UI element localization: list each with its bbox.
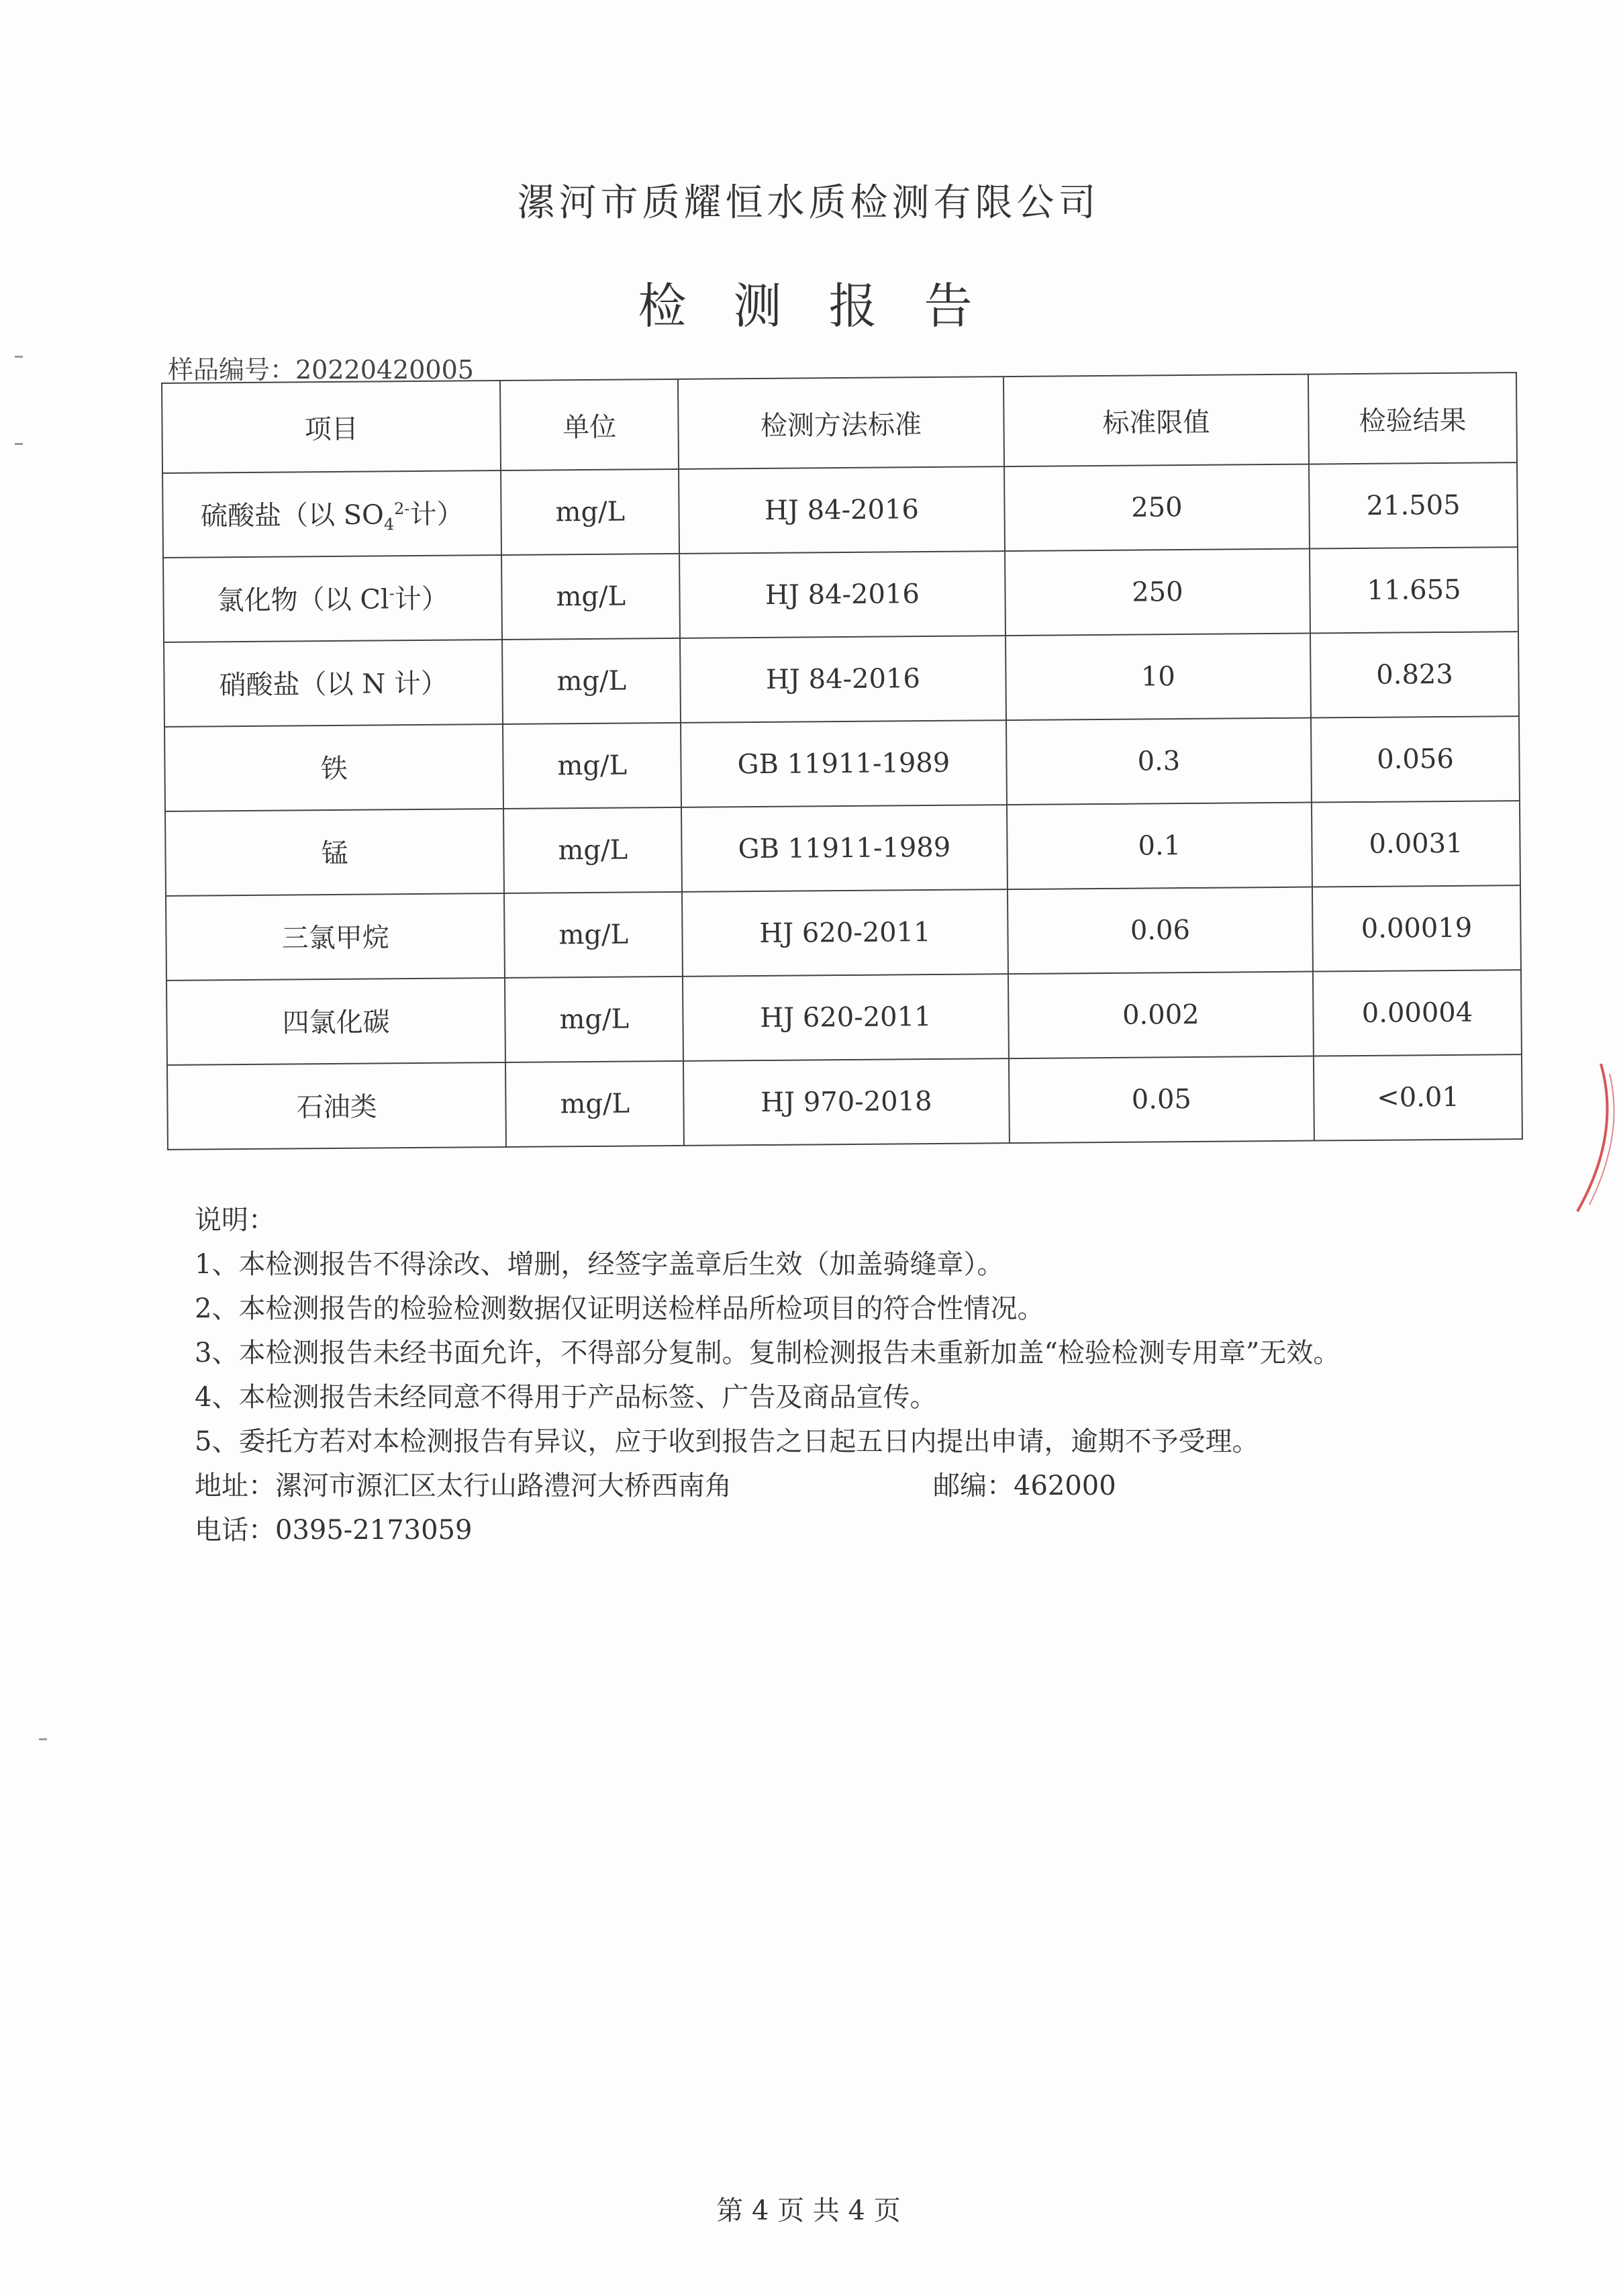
cell-item-prefix: 硫酸盐（以 SO xyxy=(200,499,385,532)
table-row xyxy=(166,970,1522,1065)
cell-unit: mg/L xyxy=(501,469,679,555)
cell-method: HJ 84-2016 xyxy=(680,636,1006,723)
scan-mark xyxy=(39,1738,47,1740)
cell-unit: mg/L xyxy=(505,1061,684,1147)
note-item: 1、本检测报告不得涂改、增删，经签字盖章后生效（加盖骑缝章）。 xyxy=(195,1249,1004,1280)
cell-item xyxy=(166,978,505,1065)
cell-item-prefix: 四氯化碳 xyxy=(282,1007,390,1039)
cell-result: <0.01 xyxy=(1314,1054,1522,1140)
cell-method: GB 11911-1989 xyxy=(681,720,1006,807)
cell-result: 0.0031 xyxy=(1312,801,1520,887)
page-number: 第 4 页 共 4 页 xyxy=(716,2195,901,2226)
cell-unit: mg/L xyxy=(504,892,683,978)
table-row xyxy=(167,1054,1522,1150)
cell-item xyxy=(167,1062,506,1150)
cell-unit: mg/L xyxy=(503,723,681,809)
table-header-row xyxy=(162,372,1517,473)
cell-limit: 0.06 xyxy=(1008,887,1313,975)
postcode: 邮编：462000 xyxy=(933,1470,1116,1501)
scan-mark xyxy=(15,443,23,445)
cell-item xyxy=(164,724,503,811)
cell-item-sub: 4 xyxy=(383,515,395,534)
table-row xyxy=(163,547,1518,642)
cell-item xyxy=(162,470,501,558)
cell-item xyxy=(163,555,502,642)
cell-item xyxy=(166,893,505,981)
cell-result: 11.655 xyxy=(1310,547,1518,633)
column-header-result: 检验结果 xyxy=(1308,372,1517,464)
cell-item-prefix: 硝酸盐（以 N 计） xyxy=(219,668,448,701)
cell-item xyxy=(164,640,503,727)
cell-item-sup: - xyxy=(389,583,395,603)
sample-number: 样品编号：20220420005 xyxy=(168,355,474,385)
cell-result: 0.823 xyxy=(1310,632,1519,717)
table-row xyxy=(165,801,1520,896)
note-item: 5、委托方若对本检测报告有异议，应于收到报告之日起五日内提出申请，逾期不予受理。 xyxy=(195,1426,1259,1457)
cell-item-suffix: 计） xyxy=(394,583,449,615)
cell-limit: 0.05 xyxy=(1009,1056,1314,1144)
cell-item-suffix: 计） xyxy=(409,499,464,531)
notes-heading: 说明： xyxy=(195,1205,275,1236)
table-row xyxy=(166,885,1521,981)
address-line xyxy=(195,1464,1340,1508)
cell-result: 21.505 xyxy=(1309,462,1518,548)
cell-limit: 0.3 xyxy=(1006,718,1312,805)
cell-result: 0.00004 xyxy=(1313,970,1522,1056)
cell-method: GB 11911-1989 xyxy=(681,805,1007,892)
cell-method: HJ 84-2016 xyxy=(679,466,1004,554)
cell-item-prefix: 三氯甲烷 xyxy=(281,922,389,954)
notes-section xyxy=(195,1198,1340,1552)
note-item: 3、本检测报告未经书面允许，不得部分复制。复制检测报告未重新加盖“检验检测专用章”无效。 xyxy=(195,1338,1340,1368)
cell-item-prefix: 铁 xyxy=(320,753,348,785)
column-header-method: 检测方法标准 xyxy=(678,377,1004,469)
table-row xyxy=(164,632,1519,727)
report-title: 检测报告 xyxy=(638,278,1020,334)
cell-item xyxy=(165,809,504,896)
seal-edge-mark xyxy=(1537,1060,1617,1215)
phone: 电话：0395-2173059 xyxy=(195,1515,473,1546)
company-name: 漯河市质耀恒水质检测有限公司 xyxy=(517,181,1100,225)
cell-limit: 250 xyxy=(1004,464,1310,552)
table-row xyxy=(162,462,1518,558)
cell-unit: mg/L xyxy=(501,554,680,640)
cell-item-sup: 2- xyxy=(393,499,410,518)
note-item: 4、本检测报告未经同意不得用于产品标签、广告及商品宣传。 xyxy=(195,1382,937,1413)
note-item: 2、本检测报告的检验检测数据仅证明送检样品所检项目的符合性情况。 xyxy=(195,1293,1044,1324)
cell-limit: 0.1 xyxy=(1007,803,1312,890)
cell-unit: mg/L xyxy=(502,638,681,724)
address: 地址：漯河市源汇区太行山路澧河大桥西南角 xyxy=(195,1470,732,1501)
cell-limit: 250 xyxy=(1005,549,1310,636)
table-body xyxy=(162,462,1522,1150)
results-table xyxy=(161,372,1523,1150)
cell-limit: 10 xyxy=(1006,634,1311,721)
column-header-limit: 标准限值 xyxy=(1003,375,1310,467)
cell-unit: mg/L xyxy=(503,807,682,893)
scan-mark xyxy=(15,356,23,358)
cell-result: 0.00019 xyxy=(1312,885,1521,971)
cell-item-prefix: 锰 xyxy=(321,838,348,870)
cell-method: HJ 620-2011 xyxy=(682,889,1008,977)
column-header-item: 项目 xyxy=(162,381,501,473)
cell-item-prefix: 石油类 xyxy=(296,1091,377,1124)
table-row xyxy=(164,716,1520,811)
cell-limit: 0.002 xyxy=(1008,972,1314,1059)
column-header-unit: 单位 xyxy=(500,379,679,470)
cell-method: HJ 620-2011 xyxy=(683,974,1008,1061)
cell-unit: mg/L xyxy=(505,977,683,1062)
cell-method: HJ 970-2018 xyxy=(683,1058,1009,1146)
cell-method: HJ 84-2016 xyxy=(679,551,1005,638)
cell-result: 0.056 xyxy=(1311,716,1520,802)
cell-item-prefix: 氯化物（以 Cl xyxy=(217,584,389,617)
